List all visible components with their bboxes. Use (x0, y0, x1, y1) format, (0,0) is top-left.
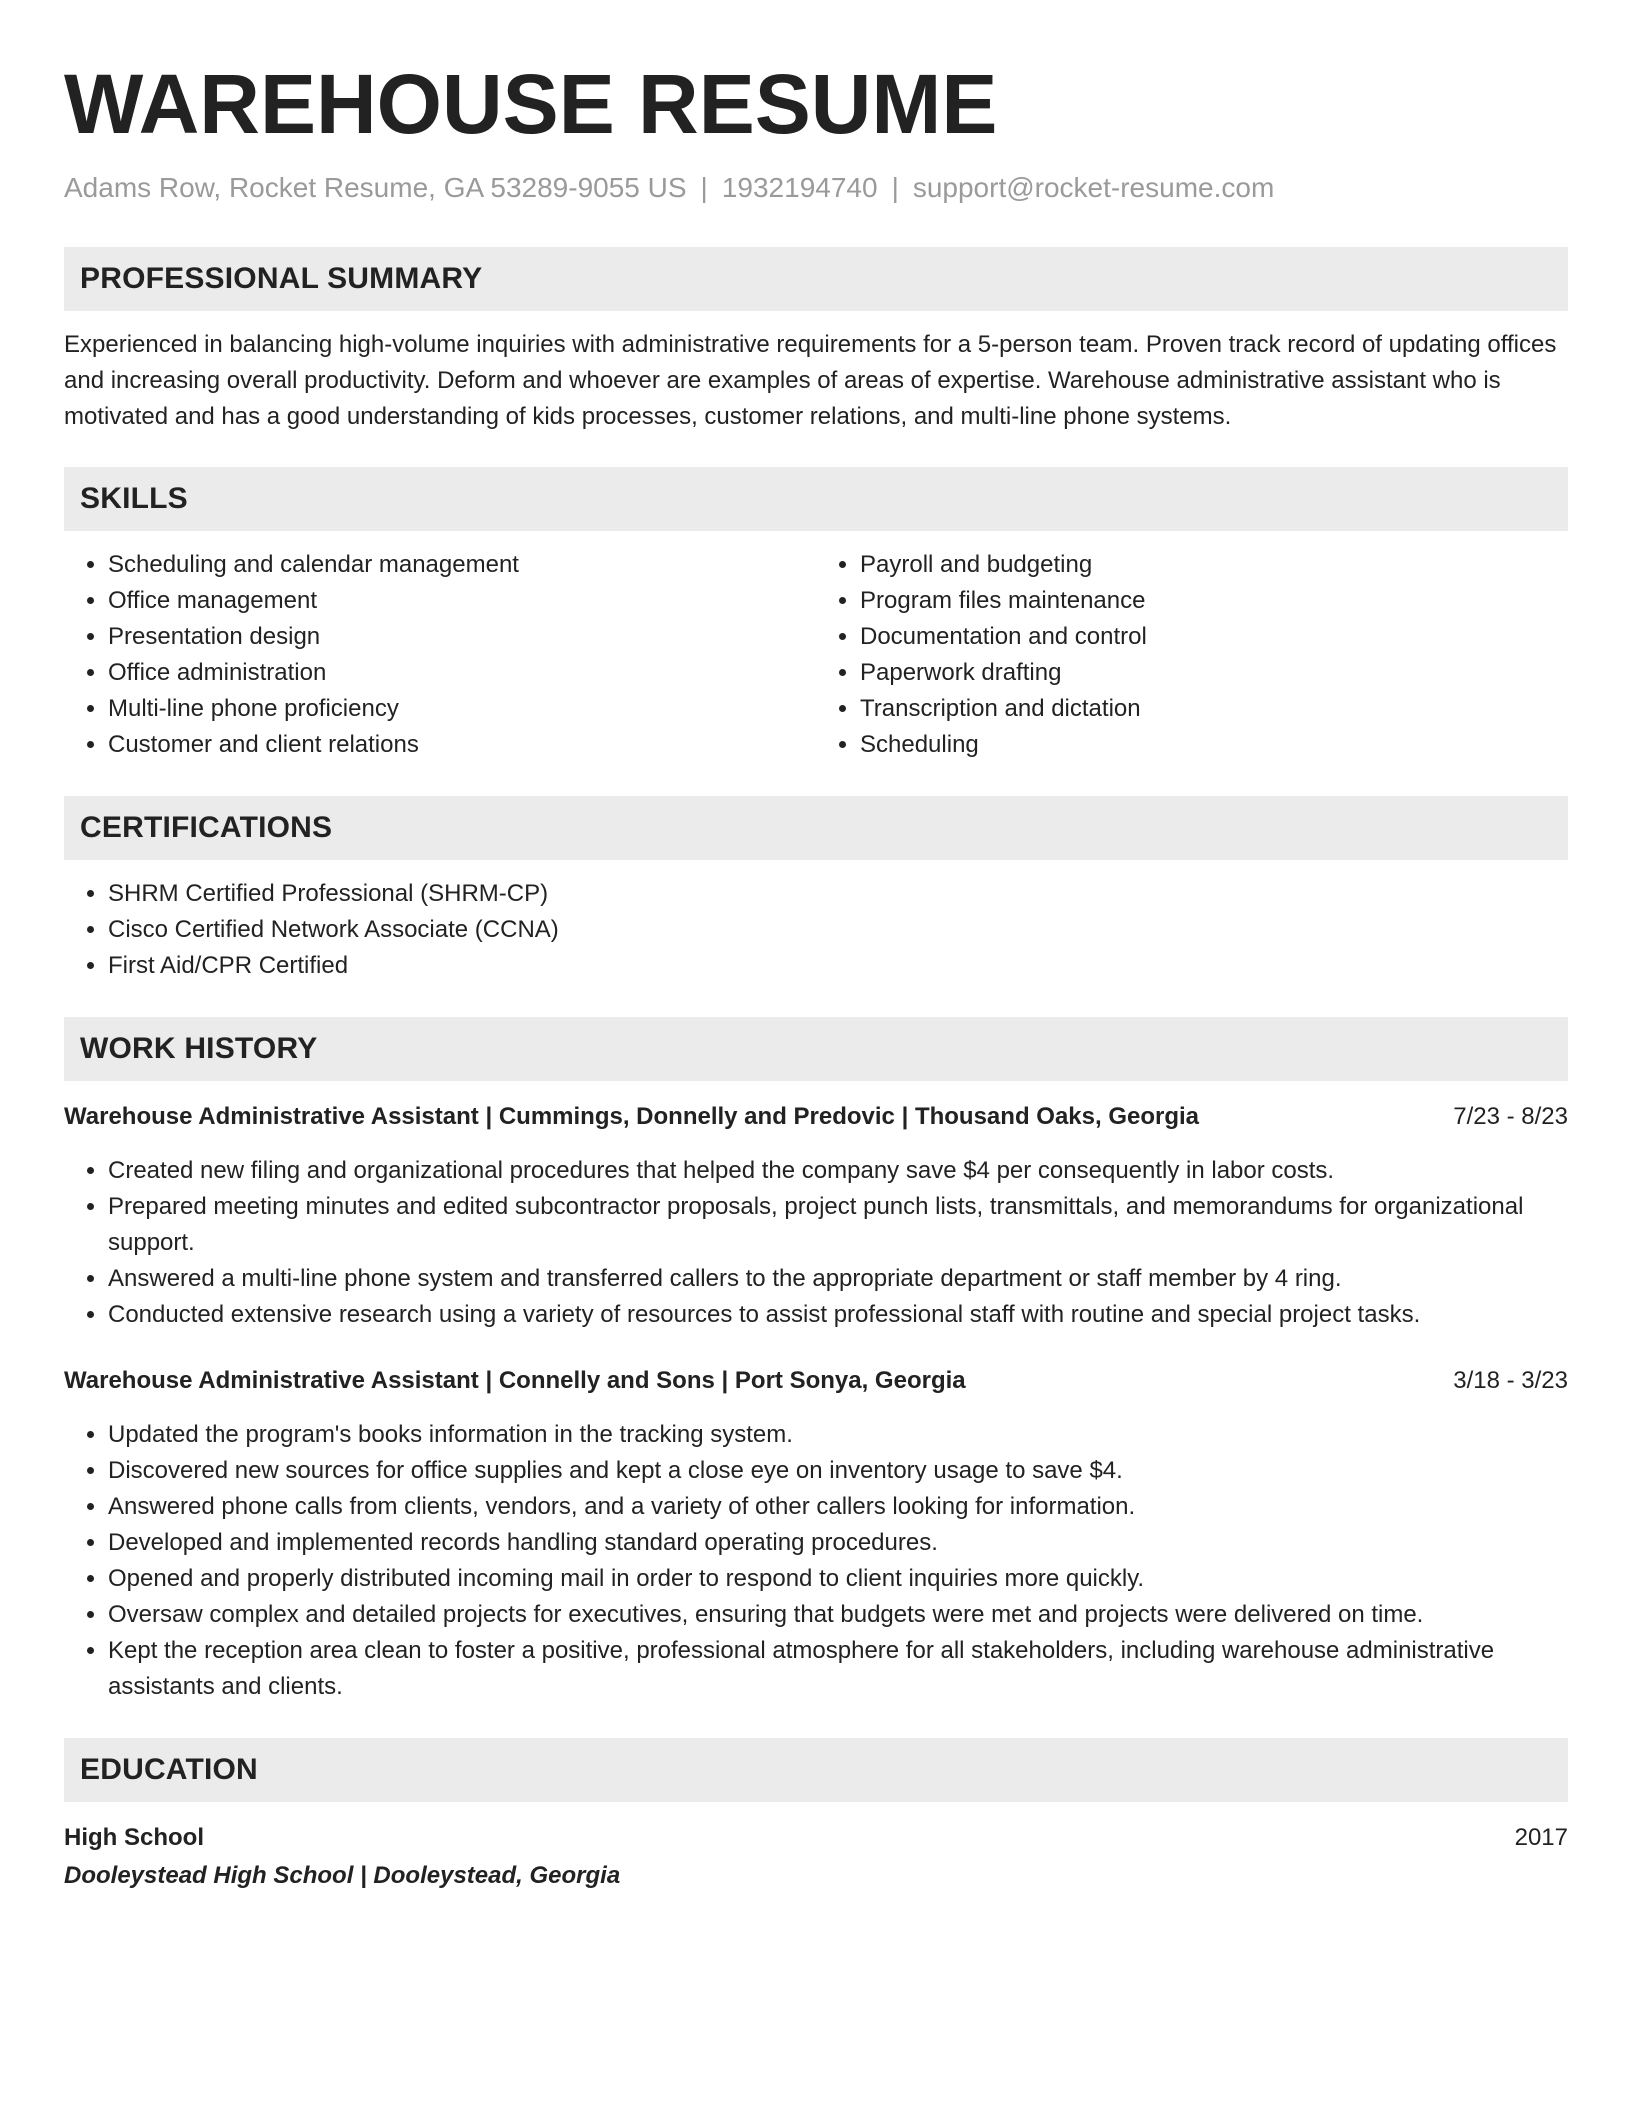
section-header-skills: SKILLS (64, 467, 1568, 531)
skill-item: • Payroll and budgeting (860, 547, 1568, 583)
skills-list-left (64, 547, 816, 763)
education-degree: High School (64, 1824, 204, 1851)
job-bullet: • Developed and implemented records handling standard operating procedures. (108, 1525, 1568, 1561)
resume-title: WAREHOUSE RESUME (64, 57, 998, 151)
job-bullet: • Opened and properly distributed incoming mail in order to respond to client inquiries more quickly. (108, 1561, 1568, 1597)
job-dates: 7/23 - 8/23 (1453, 1103, 1568, 1130)
contact-separator: | (700, 172, 708, 203)
certification-item: • SHRM Certified Professional (SHRM-CP) (108, 876, 1568, 912)
section-header-education: EDUCATION (64, 1738, 1568, 1802)
skill-item: • Documentation and control (860, 619, 1568, 655)
job-bullet: • Answered a multi-line phone system and transferred callers to the appropriate department or staff member by 4 ring. (108, 1261, 1568, 1297)
certification-item: • First Aid/CPR Certified (108, 948, 1568, 984)
skill-item: • Transcription and dictation (860, 691, 1568, 727)
skill-item: • Presentation design (108, 619, 816, 655)
section-header-summary: PROFESSIONAL SUMMARY (64, 247, 1568, 311)
skill-item: • Multi-line phone proficiency (108, 691, 816, 727)
job-bullet: • Updated the program's books information in the tracking system. (108, 1417, 1568, 1453)
job-entry (64, 1363, 1568, 1705)
job-dates: 3/18 - 3/23 (1453, 1367, 1568, 1394)
job-bullets (64, 1153, 1568, 1333)
skills-list-right (816, 547, 1568, 763)
education-header (64, 1820, 1568, 1856)
job-bullet: • Answered phone calls from clients, vendors, and a variety of other callers looking for information. (108, 1489, 1568, 1525)
job-bullet: • Kept the reception area clean to foster a positive, professional atmosphere for all stakeholders, including warehouse administrative assistants and clients. (108, 1633, 1568, 1705)
section-header-work-history: WORK HISTORY (64, 1017, 1568, 1081)
education-year: 2017 (1514, 1824, 1568, 1851)
job-title: Warehouse Administrative Assistant | Cummings, Donnelly and Predovic | Thousand Oaks, Georgia (64, 1103, 1200, 1130)
contact-phone: 1932194740 (721, 172, 878, 203)
skill-item: • Scheduling (860, 727, 1568, 763)
skill-item: • Paperwork drafting (860, 655, 1568, 691)
job-bullet: • Created new filing and organizational procedures that helped the company save $4 per consequently in labor costs. (108, 1153, 1568, 1189)
job-entry (64, 1099, 1568, 1333)
section-header-certifications: CERTIFICATIONS (64, 796, 1568, 860)
skill-item: • Office management (108, 583, 816, 619)
skill-item: • Customer and client relations (108, 727, 816, 763)
contact-address: Adams Row, Rocket Resume, GA 53289-9055 US (64, 172, 687, 203)
contact-email: support@rocket-resume.com (912, 172, 1275, 203)
job-bullet: • Prepared meeting minutes and edited subcontractor proposals, project punch lists, transmittals, and memorandums for organizational support. (108, 1189, 1568, 1261)
certifications-list (64, 876, 1568, 984)
education-school: Dooleystead High School | Dooleystead, Georgia (64, 1862, 621, 1889)
skill-item: • Program files maintenance (860, 583, 1568, 619)
job-title: Warehouse Administrative Assistant | Connelly and Sons | Port Sonya, Georgia (64, 1367, 966, 1394)
contact-separator: | (891, 172, 899, 203)
certification-item: • Cisco Certified Network Associate (CCNA) (108, 912, 1568, 948)
job-bullet: • Conducted extensive research using a variety of resources to assist professional staff with routine and special project tasks. (108, 1297, 1568, 1333)
contact-line (64, 170, 1568, 206)
job-header (64, 1363, 1568, 1399)
skill-item: • Office administration (108, 655, 816, 691)
summary-text: Experienced in balancing high-volume inquiries with administrative requirements for a 5-person team. Proven track record of updating offices and increasing overall productivity. Deform and whoever are examples of areas of expertise. Warehouse administrative assistant who is motivated and has a good understanding of kids processes, customer relations, and multi-line phone systems. (64, 331, 1557, 430)
job-bullet: • Oversaw complex and detailed projects for executives, ensuring that budgets were met and projects were delivered on time. (108, 1597, 1568, 1633)
job-header (64, 1099, 1568, 1135)
job-bullet: • Discovered new sources for office supplies and kept a close eye on inventory usage to save $4. (108, 1453, 1568, 1489)
skills-grid (64, 547, 1568, 763)
skill-item: • Scheduling and calendar management (108, 547, 816, 583)
job-bullets (64, 1417, 1568, 1705)
